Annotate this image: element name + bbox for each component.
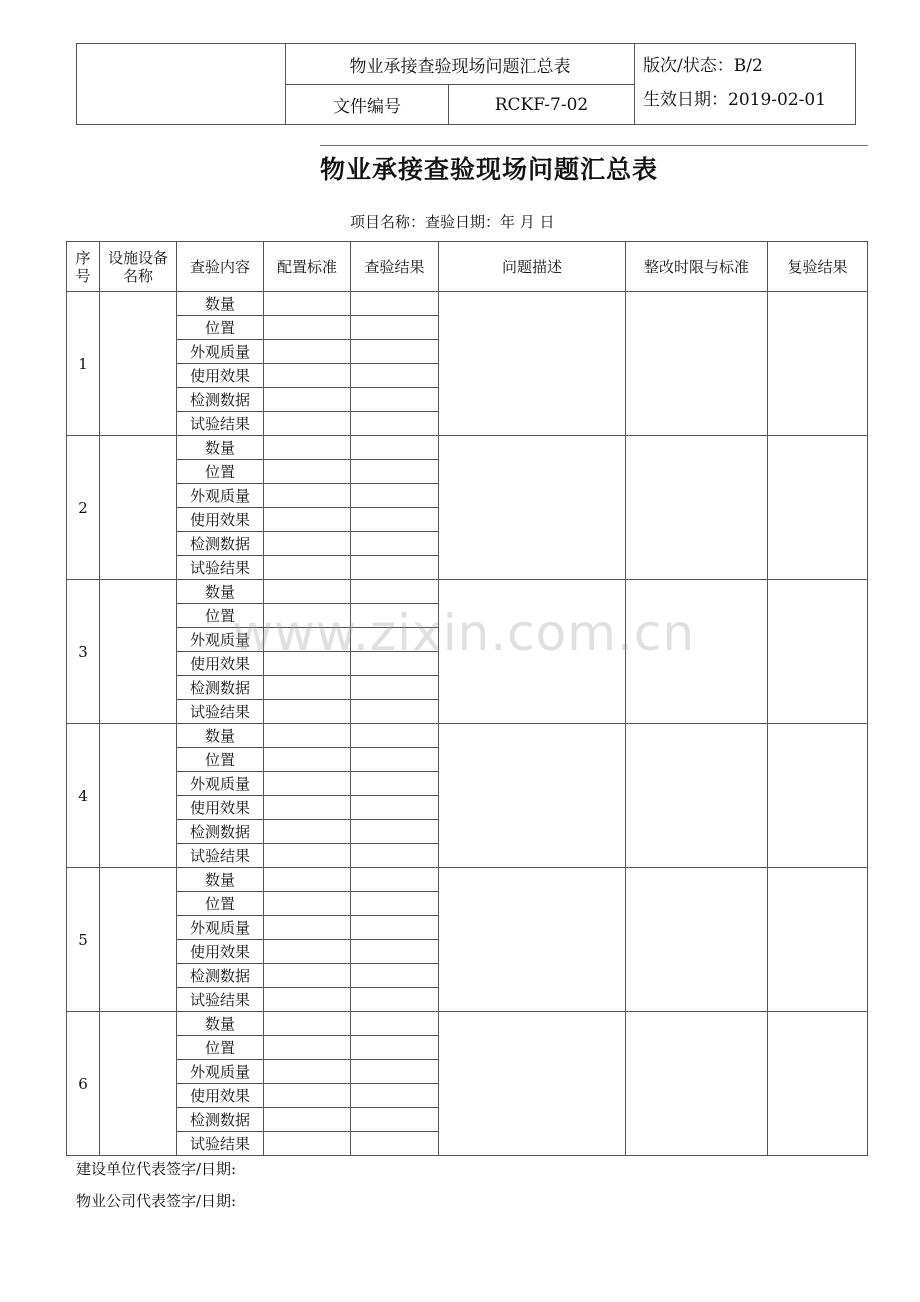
rectification-cell[interactable] (626, 868, 768, 1012)
title-rule (320, 145, 868, 146)
inspection-item: 检测数据 (177, 388, 264, 412)
config-standard-cell[interactable] (264, 484, 351, 508)
table-row (67, 1012, 868, 1036)
inspection-item: 位置 (177, 748, 264, 772)
inspection-item: 试验结果 (177, 1132, 264, 1156)
equipment-name-cell[interactable] (100, 580, 177, 724)
config-standard-cell[interactable] (264, 1084, 351, 1108)
row-number: 4 (67, 724, 100, 868)
problem-description-cell[interactable] (439, 868, 626, 1012)
inspection-item: 数量 (177, 1012, 264, 1036)
inspection-item: 检测数据 (177, 1108, 264, 1132)
header-version-status: 版次/状态：B/2 (643, 56, 763, 76)
inspection-table (66, 241, 868, 1156)
table-row (67, 580, 868, 604)
inspection-item: 检测数据 (177, 532, 264, 556)
rectification-cell[interactable] (626, 724, 768, 868)
config-standard-cell[interactable] (264, 676, 351, 700)
inspection-result-cell[interactable] (351, 388, 439, 412)
config-standard-cell[interactable] (264, 508, 351, 532)
header-doc-no-label: 文件编号 (286, 85, 449, 125)
inspection-result-cell[interactable] (351, 580, 439, 604)
inspection-item: 外观质量 (177, 340, 264, 364)
config-standard-cell[interactable] (264, 868, 351, 892)
column-header: 复验结果 (768, 242, 868, 292)
inspection-item: 使用效果 (177, 796, 264, 820)
inspection-item: 试验结果 (177, 988, 264, 1012)
row-number: 6 (67, 1012, 100, 1156)
inspection-item: 位置 (177, 316, 264, 340)
column-header: 序号 (67, 242, 100, 292)
config-standard-cell[interactable] (264, 940, 351, 964)
document-header (76, 43, 856, 125)
inspection-result-cell[interactable] (351, 508, 439, 532)
config-standard-cell[interactable] (264, 556, 351, 580)
config-standard-cell[interactable] (264, 1036, 351, 1060)
reinspection-result-cell[interactable] (768, 724, 868, 868)
inspection-result-cell[interactable] (351, 892, 439, 916)
inspection-item: 数量 (177, 292, 264, 316)
page-title: 物业承接查验现场问题汇总表 (320, 155, 659, 184)
config-standard-cell[interactable] (264, 580, 351, 604)
inspection-item: 位置 (177, 1036, 264, 1060)
column-header: 设施设备名称 (100, 242, 177, 292)
inspection-result-cell[interactable] (351, 796, 439, 820)
inspection-item: 使用效果 (177, 1084, 264, 1108)
config-standard-cell[interactable] (264, 1060, 351, 1084)
inspection-result-cell[interactable] (351, 1132, 439, 1156)
equipment-name-cell[interactable] (100, 1012, 177, 1156)
rectification-cell[interactable] (626, 292, 768, 436)
reinspection-result-cell[interactable] (768, 1012, 868, 1156)
config-standard-cell[interactable] (264, 820, 351, 844)
config-standard-cell[interactable] (264, 724, 351, 748)
config-standard-cell[interactable] (264, 844, 351, 868)
inspection-result-cell[interactable] (351, 1012, 439, 1036)
inspection-result-cell[interactable] (351, 820, 439, 844)
rectification-cell[interactable] (626, 1012, 768, 1156)
problem-description-cell[interactable] (439, 436, 626, 580)
inspection-item: 试验结果 (177, 844, 264, 868)
config-standard-cell[interactable] (264, 892, 351, 916)
inspection-item: 检测数据 (177, 676, 264, 700)
table-body (67, 292, 868, 1156)
table-row (67, 292, 868, 316)
inspection-item: 试验结果 (177, 700, 264, 724)
inspection-item: 外观质量 (177, 484, 264, 508)
config-standard-cell[interactable] (264, 460, 351, 484)
equipment-name-cell[interactable] (100, 724, 177, 868)
config-standard-cell[interactable] (264, 388, 351, 412)
meta-line: 项目名称：查验日期：年 月 日 (350, 213, 555, 231)
row-number: 2 (67, 436, 100, 580)
inspection-result-cell[interactable] (351, 436, 439, 460)
config-standard-cell[interactable] (264, 748, 351, 772)
config-standard-cell[interactable] (264, 532, 351, 556)
inspection-result-cell[interactable] (351, 940, 439, 964)
inspection-result-cell[interactable] (351, 316, 439, 340)
inspection-item: 数量 (177, 436, 264, 460)
config-standard-cell[interactable] (264, 796, 351, 820)
inspection-item: 位置 (177, 604, 264, 628)
inspection-result-cell[interactable] (351, 700, 439, 724)
header-doc-no: RCKF-7-02 (449, 85, 635, 125)
inspection-result-cell[interactable] (351, 460, 439, 484)
inspection-item: 外观质量 (177, 772, 264, 796)
config-standard-cell[interactable] (264, 964, 351, 988)
config-standard-cell[interactable] (264, 988, 351, 1012)
config-standard-cell[interactable] (264, 364, 351, 388)
inspection-item: 试验结果 (177, 556, 264, 580)
column-header: 整改时限与标准 (626, 242, 768, 292)
inspection-item: 使用效果 (177, 652, 264, 676)
header-effective-date: 生效日期：2019-02-01 (643, 90, 827, 110)
header-doc-title: 物业承接查验现场问题汇总表 (286, 44, 635, 85)
config-standard-cell[interactable] (264, 700, 351, 724)
inspection-result-cell[interactable] (351, 964, 439, 988)
inspection-item: 使用效果 (177, 940, 264, 964)
inspection-result-cell[interactable] (351, 724, 439, 748)
equipment-name-cell[interactable] (100, 292, 177, 436)
equipment-name-cell[interactable] (100, 868, 177, 1012)
inspection-result-cell[interactable] (351, 916, 439, 940)
problem-description-cell[interactable] (439, 1012, 626, 1156)
inspection-item: 检测数据 (177, 820, 264, 844)
inspection-result-cell[interactable] (351, 532, 439, 556)
inspection-result-cell[interactable] (351, 556, 439, 580)
inspection-item: 外观质量 (177, 1060, 264, 1084)
table-row (67, 436, 868, 460)
table-header-row (67, 242, 868, 292)
config-standard-cell[interactable] (264, 1132, 351, 1156)
inspection-result-cell[interactable] (351, 844, 439, 868)
row-number: 3 (67, 580, 100, 724)
column-header: 查验结果 (351, 242, 439, 292)
table-row (67, 868, 868, 892)
inspection-result-cell[interactable] (351, 1084, 439, 1108)
problem-description-cell[interactable] (439, 724, 626, 868)
rectification-cell[interactable] (626, 436, 768, 580)
row-number: 1 (67, 292, 100, 436)
config-standard-cell[interactable] (264, 316, 351, 340)
config-standard-cell[interactable] (264, 340, 351, 364)
inspection-item: 使用效果 (177, 508, 264, 532)
config-standard-cell[interactable] (264, 1012, 351, 1036)
inspection-item: 数量 (177, 868, 264, 892)
logo-area (77, 44, 286, 125)
inspection-item: 使用效果 (177, 364, 264, 388)
builder-signature-line: 建设单位代表签字/日期: (76, 1160, 237, 1178)
column-header: 问题描述 (439, 242, 626, 292)
table-row (67, 724, 868, 748)
inspection-item: 检测数据 (177, 964, 264, 988)
inspection-result-cell[interactable] (351, 772, 439, 796)
property-signature-line: 物业公司代表签字/日期: (76, 1192, 237, 1210)
inspection-result-cell[interactable] (351, 1108, 439, 1132)
config-standard-cell[interactable] (264, 1108, 351, 1132)
inspection-result-cell[interactable] (351, 748, 439, 772)
config-standard-cell[interactable] (264, 292, 351, 316)
config-standard-cell[interactable] (264, 436, 351, 460)
reinspection-result-cell[interactable] (768, 436, 868, 580)
config-standard-cell[interactable] (264, 772, 351, 796)
inspection-result-cell[interactable] (351, 1036, 439, 1060)
inspection-result-cell[interactable] (351, 292, 439, 316)
inspection-item: 外观质量 (177, 916, 264, 940)
reinspection-result-cell[interactable] (768, 292, 868, 436)
inspection-item: 位置 (177, 892, 264, 916)
inspection-result-cell[interactable] (351, 676, 439, 700)
inspection-item: 位置 (177, 460, 264, 484)
inspection-result-cell[interactable] (351, 340, 439, 364)
problem-description-cell[interactable] (439, 292, 626, 436)
config-standard-cell[interactable] (264, 412, 351, 436)
config-standard-cell[interactable] (264, 916, 351, 940)
inspection-result-cell[interactable] (351, 1060, 439, 1084)
inspection-item: 试验结果 (177, 412, 264, 436)
column-header: 配置标准 (264, 242, 351, 292)
header-version-block (635, 44, 856, 125)
inspection-item: 数量 (177, 724, 264, 748)
inspection-result-cell[interactable] (351, 412, 439, 436)
inspection-result-cell[interactable] (351, 868, 439, 892)
reinspection-result-cell[interactable] (768, 868, 868, 1012)
reinspection-result-cell[interactable] (768, 580, 868, 724)
equipment-name-cell[interactable] (100, 436, 177, 580)
watermark: www.zixin.com.cn (232, 604, 696, 662)
inspection-item: 外观质量 (177, 628, 264, 652)
inspection-result-cell[interactable] (351, 988, 439, 1012)
inspection-result-cell[interactable] (351, 484, 439, 508)
inspection-item: 数量 (177, 580, 264, 604)
column-header: 查验内容 (177, 242, 264, 292)
inspection-result-cell[interactable] (351, 364, 439, 388)
row-number: 5 (67, 868, 100, 1012)
